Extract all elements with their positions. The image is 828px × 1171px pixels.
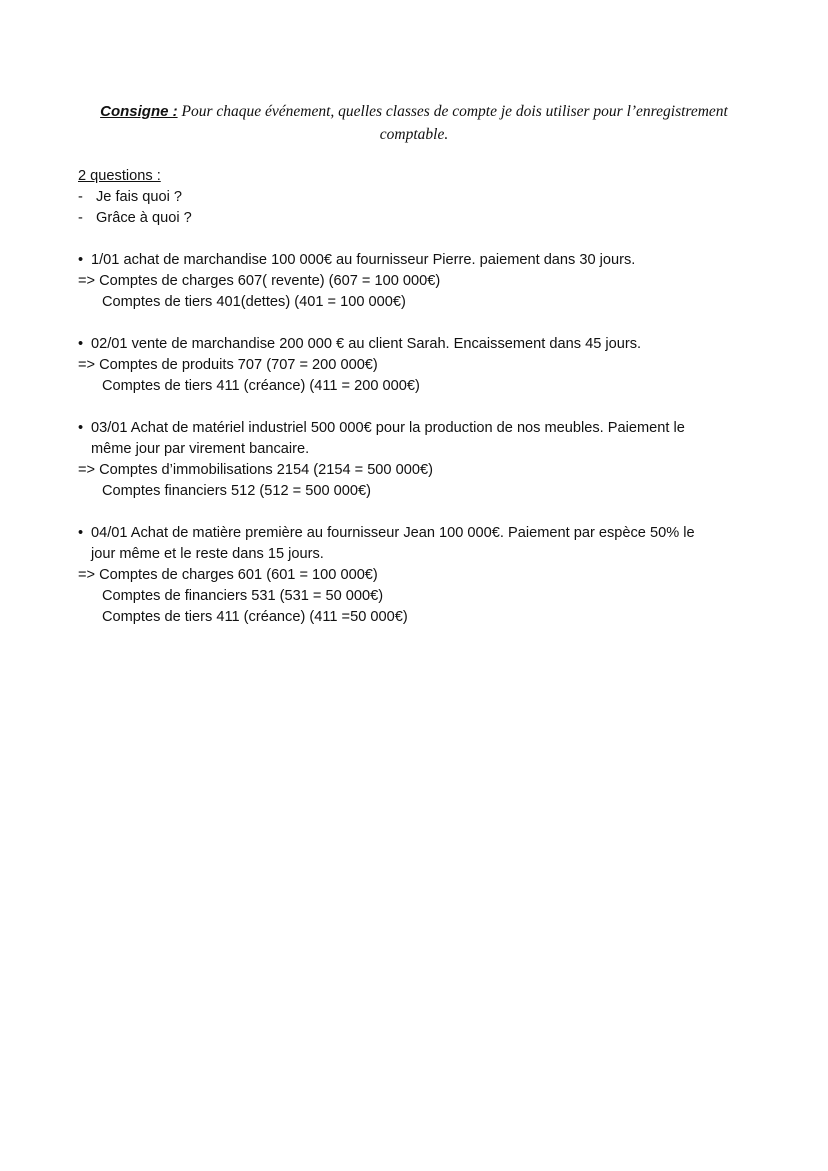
event-answer-sub: Comptes de tiers 411 (créance) (411 =50 000€) — [102, 609, 408, 625]
event-description — [78, 250, 758, 271]
event-text: 1/01 achat de marchandise 100 000€ au fournisseur Pierre. paiement dans 30 jours. — [91, 252, 636, 268]
question-item — [78, 208, 758, 229]
consigne-text-line1: Pour chaque événement, quelles classes de compte je dois utiliser pour l’enregistrement — [181, 103, 728, 120]
event-text: 02/01 vente de marchandise 200 000 € au client Sarah. Encaissement dans 45 jours. — [91, 336, 642, 352]
dash-marker: - — [78, 210, 83, 226]
dash-marker: - — [78, 189, 83, 205]
event-answer-main: => Comptes de charges 601 (601 = 100 000€) — [78, 567, 378, 583]
event-text-continuation: même jour par virement bancaire. — [91, 441, 310, 457]
question-text: Grâce à quoi ? — [96, 210, 192, 226]
event-answer-sub: Comptes financiers 512 (512 = 500 000€) — [102, 483, 371, 499]
event-answer-main: => Comptes d’immobilisations 2154 (2154 = 500 000€) — [78, 462, 433, 478]
event-item — [78, 418, 758, 502]
event-description — [78, 334, 758, 355]
event-text: 03/01 Achat de matériel industriel 500 000€ pour la production de nos meubles. Paiement le — [91, 420, 685, 436]
bullet-marker: • — [78, 420, 84, 436]
question-text: Je fais quoi ? — [96, 189, 182, 205]
consigne-text-line2: comptable. — [379, 126, 449, 143]
event-item — [78, 523, 758, 628]
event-item — [78, 250, 758, 313]
questions-block — [78, 166, 758, 229]
event-answer-main: => Comptes de charges 607( revente) (607 = 100 000€) — [78, 273, 441, 289]
event-answer-sub: Comptes de tiers 401(dettes) (401 = 100 000€) — [102, 294, 406, 310]
event-text-continuation: jour même et le reste dans 15 jours. — [91, 546, 324, 562]
event-answer-sub: Comptes de tiers 411 (créance) (411 = 200 000€) — [102, 378, 420, 394]
event-description — [78, 523, 758, 544]
event-answer-main: => Comptes de produits 707 (707 = 200 000€) — [78, 357, 378, 373]
consigne-label: Consigne : — [100, 103, 178, 120]
bullet-marker: • — [78, 252, 84, 268]
questions-title: 2 questions : — [78, 168, 161, 184]
bullet-marker: • — [78, 336, 84, 352]
event-text: 04/01 Achat de matière première au fournisseur Jean 100 000€. Paiement par espèce 50% le — [91, 525, 695, 541]
event-answer-sub: Comptes de financiers 531 (531 = 50 000€) — [102, 588, 384, 604]
question-item — [78, 187, 758, 208]
consigne-heading — [78, 100, 750, 146]
event-item — [78, 334, 758, 397]
bullet-marker: • — [78, 525, 84, 541]
event-description — [78, 418, 758, 439]
document-body — [78, 166, 758, 628]
